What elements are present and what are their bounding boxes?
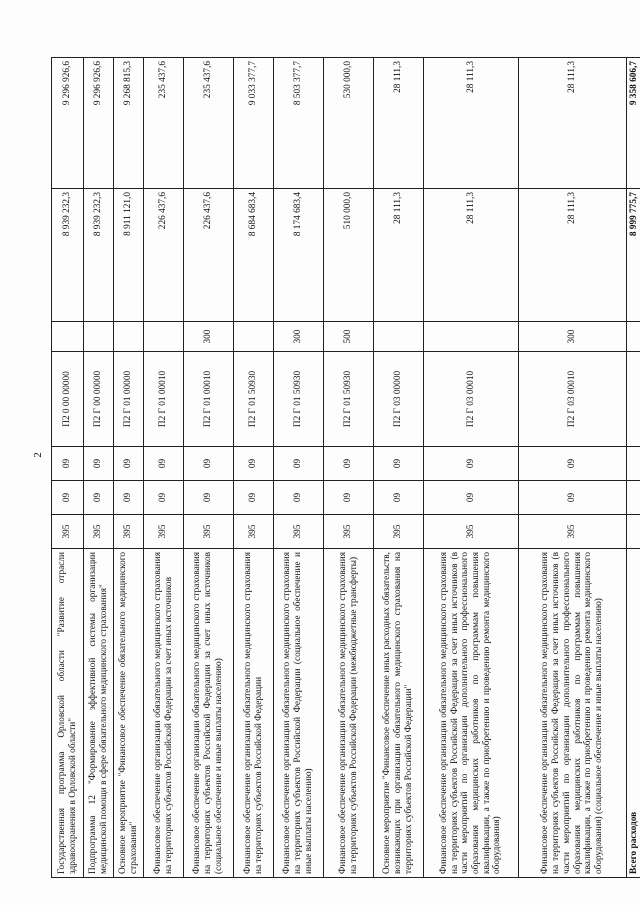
row-target-code: П2 Г 01 00010 [144, 352, 184, 447]
row-subsection: 09 [324, 447, 374, 481]
row-code: 395 [519, 515, 627, 549]
row-section: 09 [234, 481, 274, 515]
row-section: 09 [374, 481, 424, 515]
row-name: Финансовое обеспечение организации обязательного медицинского страхования на территориях субъектов Российской Федерации за счет иных источников (социальное обеспечение и иные выплаты населению) [184, 549, 234, 878]
empty-cell [627, 447, 640, 481]
row-expense-type [84, 322, 114, 352]
row-section: 09 [184, 481, 234, 515]
row-subsection: 09 [234, 447, 274, 481]
row-sum-year2: 9 033 377,7 [234, 58, 274, 189]
row-code: 395 [114, 515, 144, 549]
row-sum-year2: 235 437,6 [144, 58, 184, 189]
row-sum-year2: 9 268 815,3 [114, 58, 144, 189]
row-code: 395 [424, 515, 519, 549]
table-row [114, 58, 144, 878]
table-row [274, 58, 324, 878]
row-section: 09 [84, 481, 114, 515]
budget-table [51, 57, 640, 878]
row-sum-year2: 28 111,3 [424, 58, 519, 189]
row-name: Финансовое обеспечение организации обязательного медицинского страхования на территориях субъектов Российской Федерации (социальное обеспечение и иные выплаты населению) [274, 549, 324, 878]
table-row [374, 58, 424, 878]
row-sum-year1: 226 437,6 [144, 189, 184, 322]
row-sum-year2: 9 296 926,6 [84, 58, 114, 189]
row-sum-year1: 226 437,6 [184, 189, 234, 322]
row-expense-type [52, 322, 84, 352]
row-name: Государственная программа Орловской области "Развитие отрасли здравоохранения в Орловской области" [52, 549, 84, 878]
table-row [519, 58, 627, 878]
row-section: 09 [324, 481, 374, 515]
table-row [84, 58, 114, 878]
row-sum-year2: 28 111,3 [374, 58, 424, 189]
row-subsection: 09 [374, 447, 424, 481]
row-sum-year1: 510 000,0 [324, 189, 374, 322]
empty-cell [627, 352, 640, 447]
row-target-code: П2 Г 01 50930 [274, 352, 324, 447]
row-name: Финансовое обеспечение организации обязательного медицинского страхования на территориях субъектов Российской Федерации за счет иных источников (в части мероприятий по организации дополнительного профессионального образования медицинских работников по программам повышения квалификации, а также по приобретению и проведению ремонта медицинского оборудования) (социальное обеспечение и иные выплаты населению) [519, 549, 627, 878]
row-target-code: П2 Г 00 00000 [84, 352, 114, 447]
row-sum-year1: 8 939 232,3 [84, 189, 114, 322]
row-expense-type [144, 322, 184, 352]
row-code: 395 [144, 515, 184, 549]
row-name: Основное мероприятие "Финансовое обеспечение иных расходных обязательств, возникающих при организации обязательного медицинского страхования на территориях субъектов Российской Федерации" [374, 549, 424, 878]
table-row [324, 58, 374, 878]
row-code: 395 [274, 515, 324, 549]
row-name: Финансовое обеспечение организации обязательного медицинского страхования на территориях субъектов Российской Федерации за счет иных источников (в части мероприятий по организации дополнительного профессионального образования медицинских работников по программам повышения квалификации, а также по приобретению и проведению ремонта медицинского оборудования) [424, 549, 519, 878]
row-name: Финансовое обеспечение организации обязательного медицинского страхования на территориях субъектов Российской Федерации [234, 549, 274, 878]
row-subsection: 09 [274, 447, 324, 481]
row-sum-year1: 28 111,3 [374, 189, 424, 322]
row-section: 09 [274, 481, 324, 515]
rotated-table-container [51, 58, 639, 878]
row-sum-year1: 8 174 683,4 [274, 189, 324, 322]
table-row [424, 58, 519, 878]
row-sum-year2: 28 111,3 [519, 58, 627, 189]
row-section: 09 [52, 481, 84, 515]
row-expense-type: 500 [324, 322, 374, 352]
row-sum-year1: 28 111,3 [424, 189, 519, 322]
row-code: 395 [184, 515, 234, 549]
row-target-code: П2 Г 03 00000 [374, 352, 424, 447]
row-subsection: 09 [84, 447, 114, 481]
row-target-code: П2 Г 03 00010 [424, 352, 519, 447]
empty-cell [627, 515, 640, 549]
row-target-code: П2 0 00 00000 [52, 352, 84, 447]
row-expense-type [424, 322, 519, 352]
row-section: 09 [144, 481, 184, 515]
row-sum-year2: 530 000,0 [324, 58, 374, 189]
row-expense-type [234, 322, 274, 352]
row-subsection: 09 [424, 447, 519, 481]
row-target-code: П2 Г 01 50930 [324, 352, 374, 447]
total-row [627, 58, 640, 878]
row-name: Финансовое обеспечение организации обязательного медицинского страхования на территориях субъектов Российской Федерации за счет иных источников [144, 549, 184, 878]
row-sum-year1: 8 939 232,3 [52, 189, 84, 322]
row-name: Подпрограмма 12 "Формирование эффективной системы организации медицинской помощи в сфере обязательного медицинского страхования" [84, 549, 114, 878]
row-target-code: П2 Г 01 00010 [184, 352, 234, 447]
row-subsection: 09 [114, 447, 144, 481]
row-section: 09 [114, 481, 144, 515]
row-code: 395 [374, 515, 424, 549]
row-code: 395 [234, 515, 274, 549]
row-name: Основное мероприятие "Финансовое обеспечение обязательного медицинского страхования" [114, 549, 144, 878]
table-row [52, 58, 84, 878]
row-sum-year2: 235 437,6 [184, 58, 234, 189]
row-sum-year1: 8 911 121,0 [114, 189, 144, 322]
row-section: 09 [519, 481, 627, 515]
row-expense-type: 300 [274, 322, 324, 352]
row-subsection: 09 [52, 447, 84, 481]
total-sum2: 9 358 606,7 [627, 58, 640, 189]
row-subsection: 09 [144, 447, 184, 481]
table-row [144, 58, 184, 878]
total-label: Всего расходов [627, 549, 640, 878]
row-subsection: 09 [519, 447, 627, 481]
row-section: 09 [424, 481, 519, 515]
table-row [184, 58, 234, 878]
row-sum-year2: 8 503 377,7 [274, 58, 324, 189]
row-sum-year2: 9 296 926,6 [52, 58, 84, 189]
page-number: 2 [32, 452, 44, 458]
row-code: 395 [84, 515, 114, 549]
row-expense-type [374, 322, 424, 352]
table-row [234, 58, 274, 878]
total-sum1: 8 999 775,7 [627, 189, 640, 322]
row-name: Финансовое обеспечение организации обязательного медицинского страхования на территориях субъектов Российской Федерации (межбюджетные трансферты) [324, 549, 374, 878]
row-expense-type [114, 322, 144, 352]
empty-cell [627, 322, 640, 352]
row-sum-year1: 28 111,3 [519, 189, 627, 322]
row-expense-type: 300 [184, 322, 234, 352]
row-subsection: 09 [184, 447, 234, 481]
row-expense-type: 300 [519, 322, 627, 352]
row-code: 395 [52, 515, 84, 549]
row-code: 395 [324, 515, 374, 549]
row-target-code: П2 Г 01 50930 [234, 352, 274, 447]
row-sum-year1: 8 684 683,4 [234, 189, 274, 322]
row-target-code: П2 Г 01 00000 [114, 352, 144, 447]
row-target-code: П2 Г 03 00010 [519, 352, 627, 447]
empty-cell [627, 481, 640, 515]
